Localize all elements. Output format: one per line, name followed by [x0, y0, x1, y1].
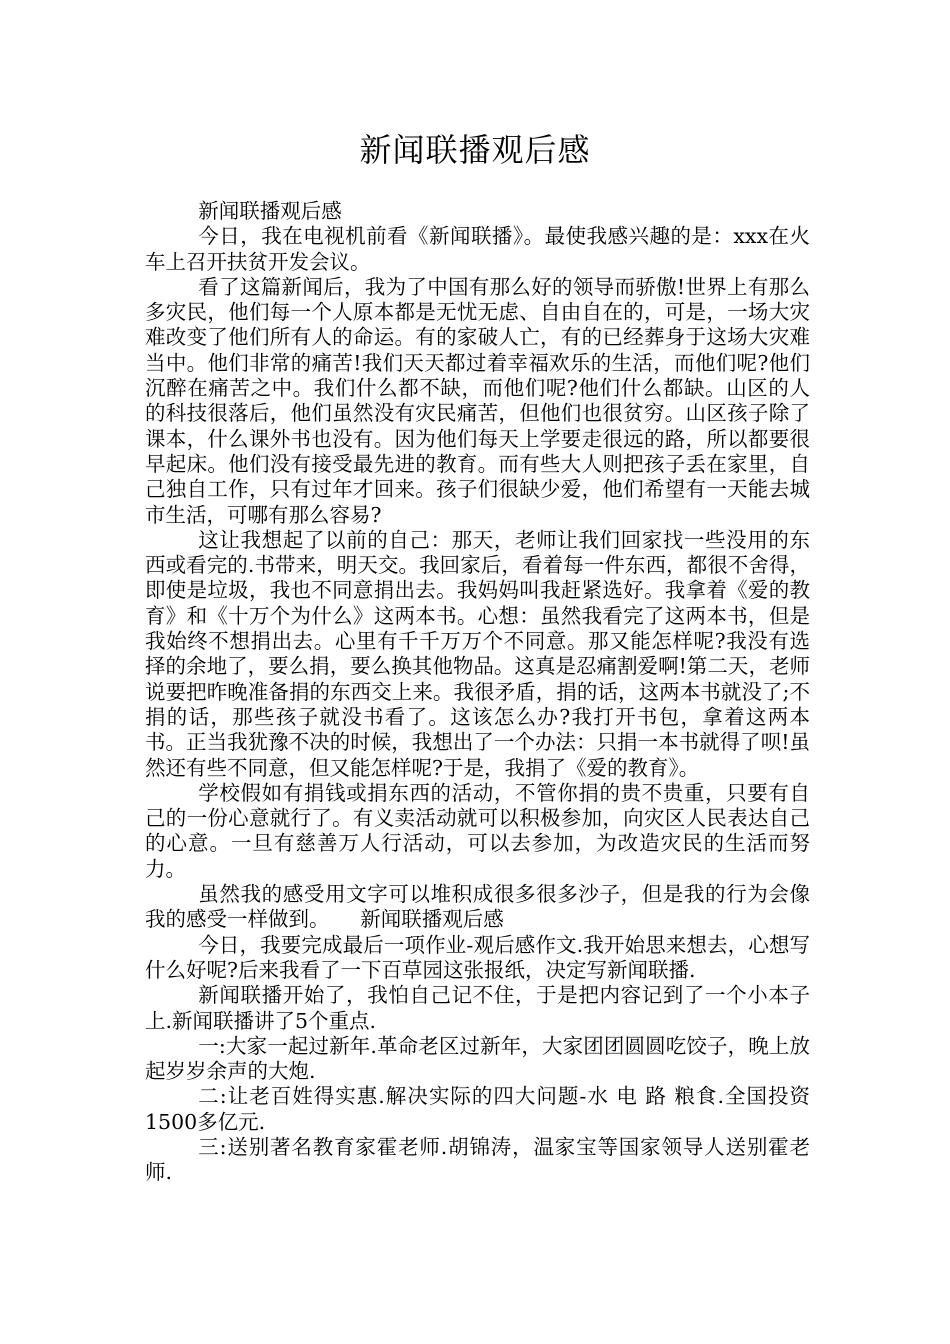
- paragraph: 新闻联播观后感: [198, 199, 342, 223]
- paragraph: 三:送别著名教育家霍老师.胡锦涛，温家宝等国家领导人送别霍老师.: [145, 1134, 810, 1185]
- paragraph: 一:大家一起过新年.革命老区过新年，大家团团圆圆吃饺子，晚上放起岁岁余声的大炮.: [145, 1033, 810, 1084]
- document-body: [145, 199, 810, 1186]
- paragraph: 今日，我要完成最后一项作业-观后感作文.我开始思来想去，心想写什么好呢?后来我看了一下百草园这张报纸，决定写新闻联播.: [145, 932, 810, 982]
- paragraph: 新闻联播开始了，我怕自己记不住，于是把内容记到了一个小本子上.新闻联播讲了5个重点.: [145, 983, 810, 1033]
- paragraph: 虽然我的感受用文字可以堆积成很多很多沙子，但是我的行为会像我的感受一样做到。 新闻联播观后感: [145, 882, 810, 932]
- paragraph: 这让我想起了以前的自己：那天，老师让我们回家找一些没用的东西或看完的.书带来，明天交。我回家后，看着每一件东西，都很不舍得，即使是垃圾，我也不同意捐出去。我妈妈叫我赶紧选好。我拿着《爱的教育》和《十万个为什么》这两本书。心想：虽然我看完了这两本书，但是我始终不想捐出去。心里有千千万万个不同意。那又能怎样呢?我没有选择的余地了，要么捐，要么换其他物品。这真是忍痛割爱啊!第二天，老师说要把昨晚准备捐的东西交上来。我很矛盾，捐的话，这两本书就没了;不捐的话，那些孩子就没书看了。这该怎么办?我打开书包，拿着这两本书。正当我犹豫不决的时候，我想出了一个办法：只捐一本书就得了呗!虽然还有些不同意，但又能怎样呢?于是，我捐了《爱的教育》。: [145, 527, 810, 780]
- document-title: 新闻联播观后感: [359, 131, 591, 169]
- paragraph: 二:让老百姓得实惠.解决实际的四大问题-水 电 路 粮食.全国投资1500多亿元.: [145, 1084, 810, 1134]
- paragraph: 今日，我在电视机前看《新闻联播》。最使我感兴趣的是：xxx在火车上召开扶贫开发会议。: [145, 224, 810, 274]
- paragraph: 学校假如有捐钱或捐东西的活动，不管你捐的贵不贵重，只要有自己的一份心意就行了。有义卖活动就可以积极参加，向灾区人民表达自己的心意。一旦有慈善万人行活动，可以去参加，为改造灾民的生活而努力。: [145, 780, 810, 881]
- paragraph: 看了这篇新闻后，我为了中国有那么好的领导而骄傲!世界上有那么多灾民，他们每一个人原本都是无忧无虑、自由自在的，可是，一场大灾难改变了他们所有人的命运。有的家破人亡，有的已经葬身于这场大灾难当中。他们非常的痛苦!我们天天都过着幸福欢乐的生活，而他们呢?他们沉醉在痛苦之中。我们什么都不缺，而他们呢?他们什么都缺。山区的人的科技很落后，他们虽然没有灾民痛苦，但他们也很贫穷。山区孩子除了课本，什么课外书也没有。因为他们每天上学要走很远的路，所以都要很早起床。他们没有接受最先进的教育。而有些大人则把孩子丢在家里，自己独自工作，只有过年才回来。孩子们很缺少爱，他们希望有一天能去城市生活，可哪有那么容易?: [145, 274, 810, 527]
